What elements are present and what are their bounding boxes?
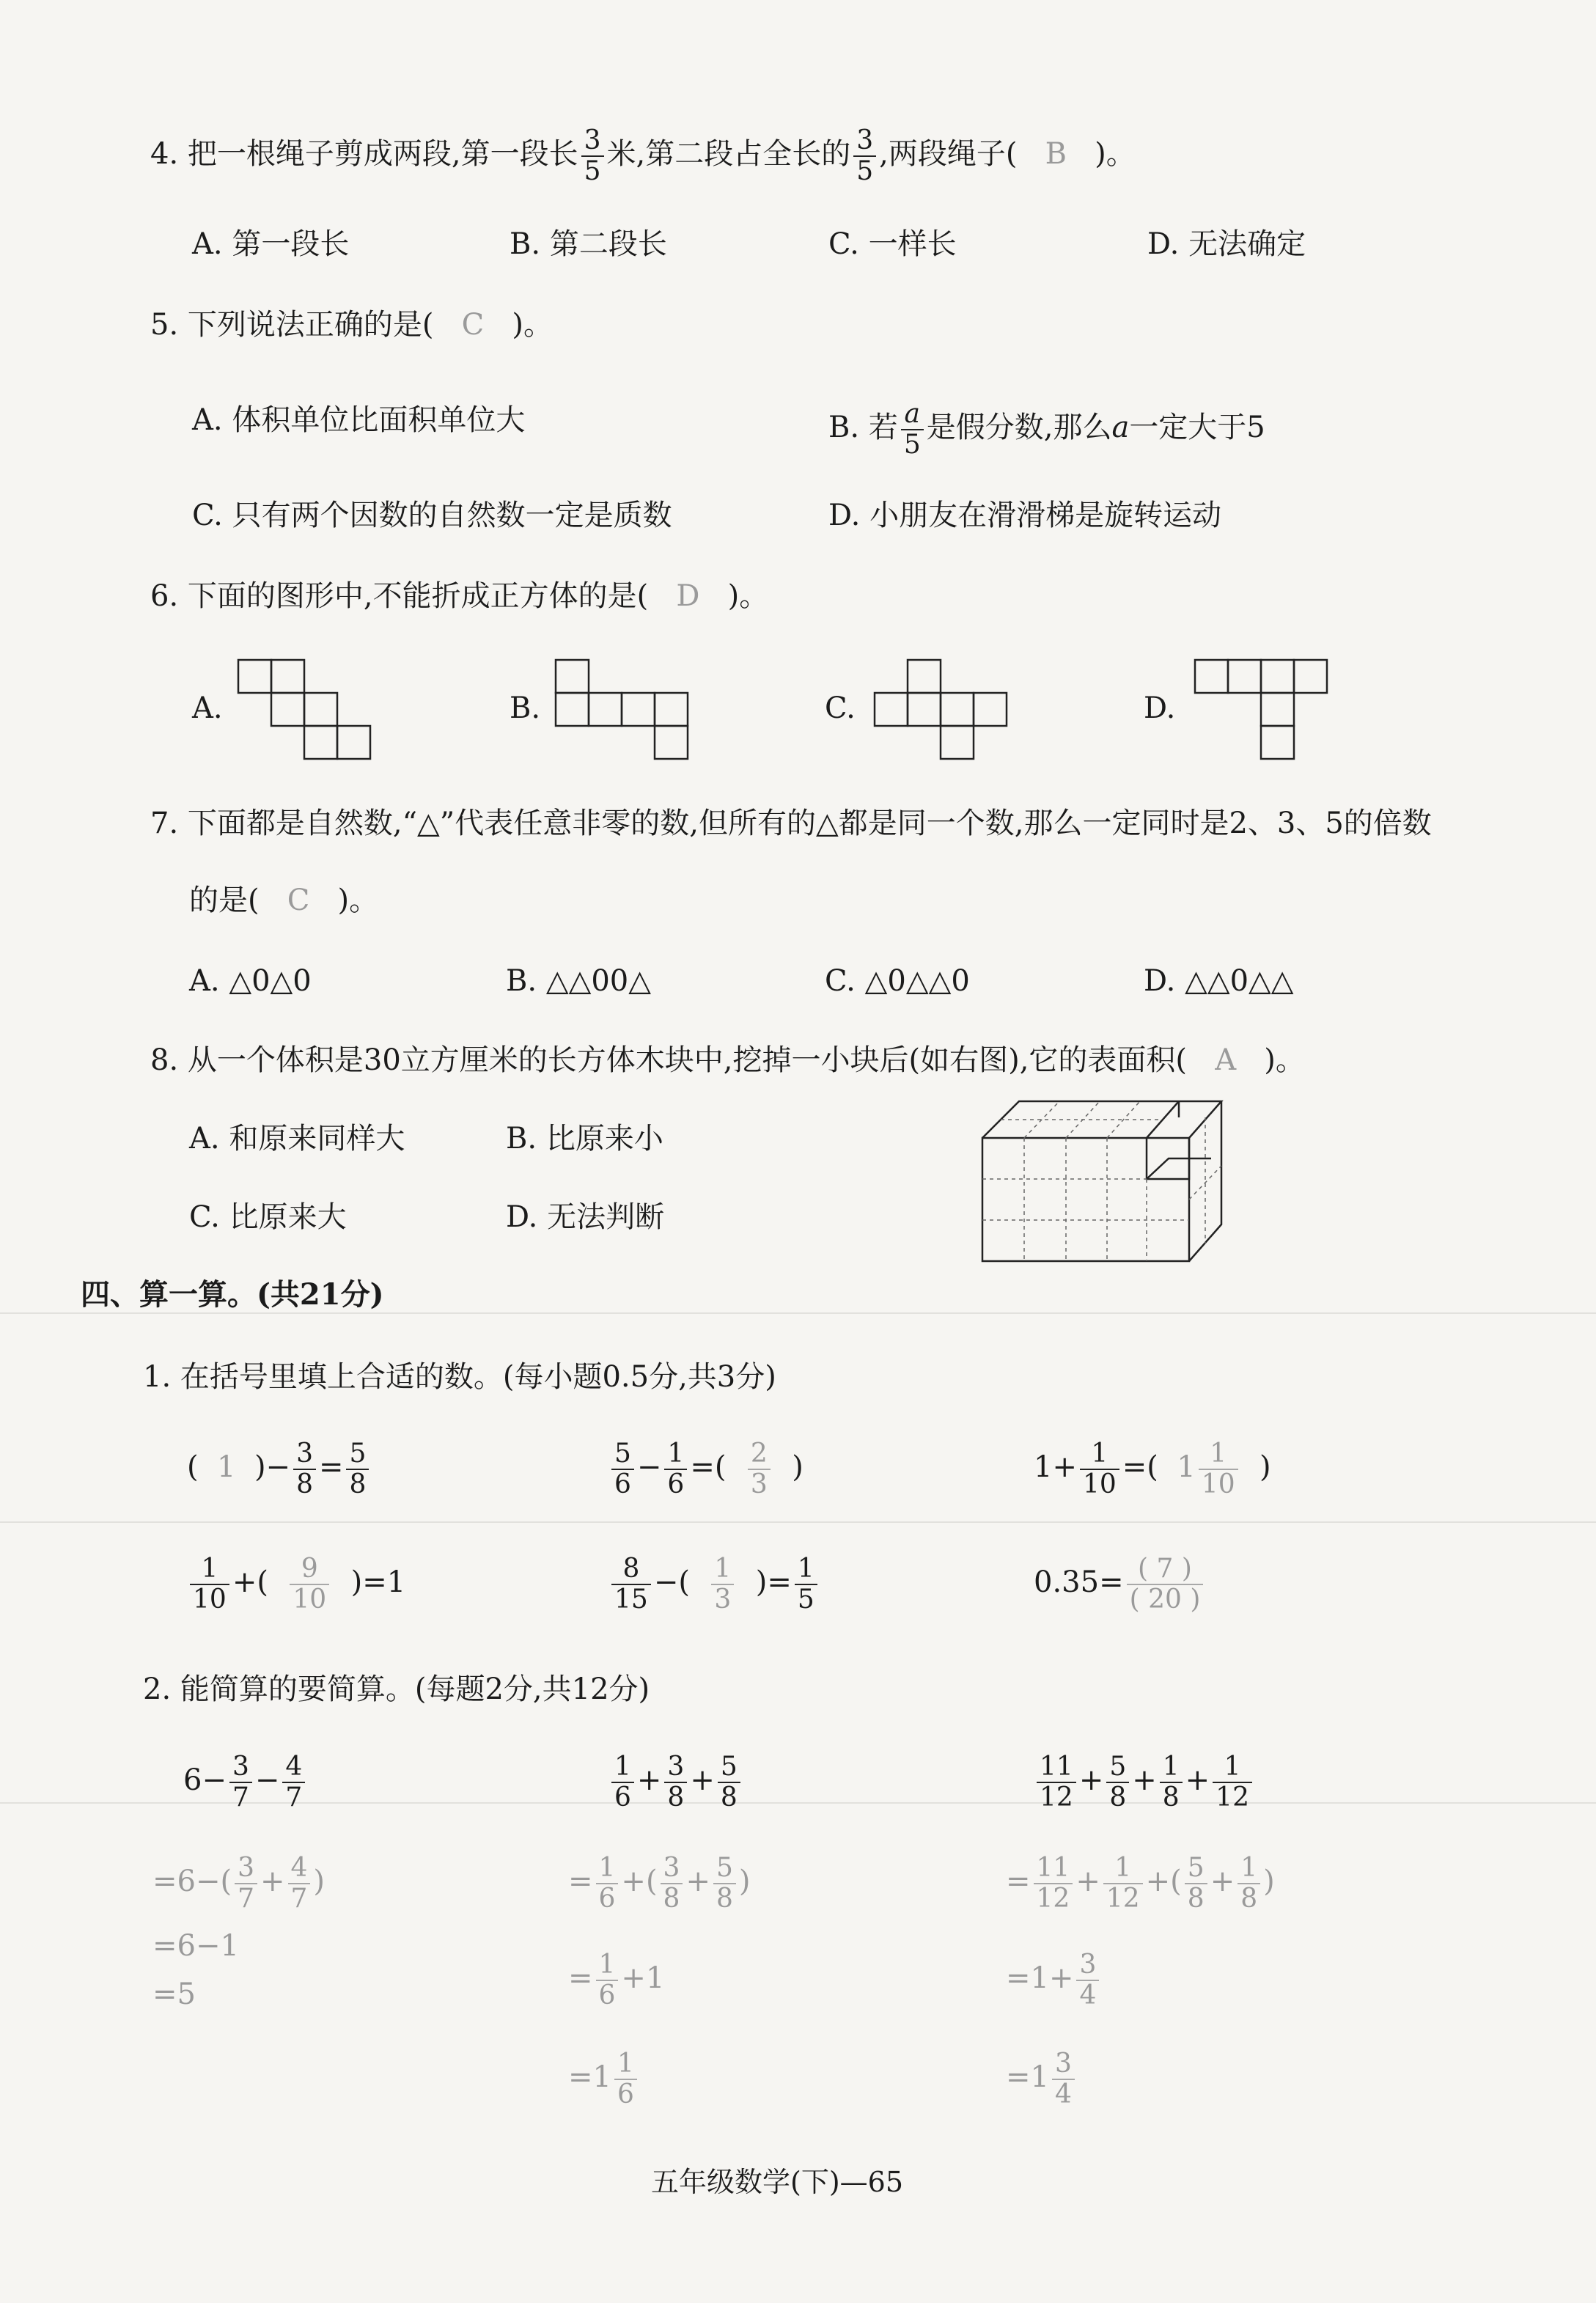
fraction: $\frac{11}{12}$ (1034, 1854, 1073, 1914)
calc2-step2: = $\frac{1}{6}$ +1 (568, 1950, 665, 2010)
q4-option-d: D. 无法确定 (1147, 227, 1306, 261)
fill-expr-3: 1+ $\frac{1}{10}$ =( 1 $\frac{1}{10}$ ) (1034, 1439, 1271, 1499)
fraction: $\frac{5}{6}$ (611, 1439, 634, 1499)
question-7-line2: 的是( C )。 (189, 884, 379, 917)
fraction: $\frac{1}{8}$ (1238, 1854, 1260, 1914)
calc3-question: $\frac{11}{12}$ + $\frac{5}{8}$ + $\frac{1}{8}$ + $\frac{1}{12}$ (1034, 1752, 1255, 1812)
q5-option-c: C. 只有两个因数的自然数一定是质数 (192, 499, 672, 532)
q6-label-a: A. (192, 691, 223, 725)
q7-option-c: C. △0△△0 (825, 964, 970, 998)
fill-expr-5: $\frac{8}{15}$ −( $\frac{1}{3}$ )= $\frac{1}{5}$ (608, 1554, 820, 1615)
section-title: 四、算一算。(共21分) (81, 1277, 384, 1312)
faint-line (0, 1521, 1596, 1523)
q6-label-b: B. (510, 691, 541, 725)
q7-option-b: B. △△00△ (506, 964, 652, 998)
calc1-step1: =6−( $\frac{3}{7}$ + $\frac{4}{7}$ ) (152, 1853, 326, 1914)
calc2-step3: =1 $\frac{1}{6}$ (568, 2049, 640, 2109)
calc1-question: 6− $\frac{3}{7}$ − $\frac{4}{7}$ (183, 1752, 308, 1812)
fraction: $\frac{3}{8}$ (664, 1752, 687, 1812)
calc3-step1: = $\frac{11}{12}$ + $\frac{1}{12}$ +( $\frac{5}{8}$ + $\frac{1}{8}$ ) (1006, 1853, 1275, 1914)
answer-fraction: $\frac{1}{3}$ (711, 1554, 734, 1615)
question-7-line1: 7. 下面都是自然数,“△”代表任意非零的数,但所有的△都是同一个数,那么一定同时是2、3、5的倍数 (150, 807, 1432, 840)
answer-q7: C (287, 884, 310, 917)
q8-option-d: D. 无法判断 (506, 1200, 665, 1234)
fraction: $\frac{3}{8}$ (293, 1439, 316, 1499)
fraction: $\frac{1}{6}$ (664, 1439, 687, 1499)
calc3-step2: =1+ $\frac{3}{4}$ (1006, 1950, 1102, 2010)
q8-option-c: C. 比原来大 (189, 1200, 347, 1234)
fraction: $\frac{1}{6}$ (611, 1752, 634, 1812)
calc2-step1: = $\frac{1}{6}$ +( $\frac{3}{8}$ + $\frac{5}{8}$ ) (568, 1853, 751, 1914)
q6-label-c: C. (825, 691, 856, 725)
fraction: $\frac{1}{10}$ (1080, 1439, 1119, 1499)
fraction: $\frac{1}{5}$ (795, 1554, 817, 1615)
q4-option-a: A. 第一段长 (192, 227, 350, 261)
fraction: $\frac{4}{7}$ (282, 1752, 305, 1812)
net-a (238, 660, 370, 759)
fraction: $\frac{5}{8}$ (718, 1752, 740, 1812)
answer-q6: D (676, 579, 700, 613)
cuboid-figure (975, 1092, 1239, 1268)
q4-option-c: C. 一样长 (828, 227, 957, 261)
calc3-step3: =1 $\frac{3}{4}$ (1006, 2049, 1078, 2109)
q8-option-b: B. 比原来小 (506, 1122, 663, 1156)
q8-option-a: A. 和原来同样大 (189, 1122, 405, 1156)
fraction: $\frac{3}{7}$ (235, 1854, 257, 1914)
q5-option-a: A. 体积单位比面积单位大 (192, 403, 526, 437)
fraction: $\frac{1}{6}$ (614, 2049, 637, 2109)
calc1-step3: =5 (152, 1977, 196, 2011)
q7-option-d: D. △△0△△ (1144, 964, 1294, 998)
answer-q4: B (1045, 137, 1067, 171)
fraction: $\frac{1}{10}$ (190, 1554, 229, 1615)
net-c (875, 660, 1007, 759)
fraction: $\frac{3}{5}$ (581, 126, 604, 186)
part1-title: 1. 在括号里填上合适的数。(每小题0.5分,共3分) (143, 1360, 776, 1394)
question-8: 8. 从一个体积是30立方厘米的长方体木块中,挖掉一小块后(如右图),它的表面积( A )。 (150, 1043, 1305, 1077)
answer-fraction: $\frac{9}{10}$ (290, 1554, 329, 1615)
answer-fraction: $\frac{2}{3}$ (748, 1439, 771, 1499)
fraction: $\frac{11}{12}$ (1037, 1752, 1076, 1812)
fraction: $\frac{5}{8}$ (713, 1854, 736, 1914)
fraction: $\frac{1}{12}$ (1103, 1854, 1143, 1914)
q5-option-b: B. 若 $\frac{a}{5}$ 是假分数,那么a一定大于5 (828, 399, 1265, 460)
q6-label-d: D. (1144, 691, 1176, 725)
fraction: $\frac{a}{5}$ (901, 400, 924, 460)
net-b (556, 660, 688, 759)
answer-q8: A (1215, 1043, 1237, 1077)
part2-title: 2. 能简算的要简算。(每题2分,共12分) (143, 1672, 650, 1706)
fill-expr-1: ( 1 )− $\frac{3}{8}$ = $\frac{5}{8}$ (187, 1439, 372, 1499)
fraction: $\frac{8}{15}$ (611, 1554, 651, 1615)
page-footer: 五年级数学(下)—65 (651, 2166, 904, 2198)
fraction: $\frac{5}{8}$ (346, 1439, 369, 1499)
answer-q5: C (461, 308, 485, 342)
fraction: $\frac{1}{6}$ (596, 1854, 619, 1914)
question-4: 4. 把一根绳子剪成两段,第一段长 $\frac{3}{5}$ 米,第二段占全长的 $\frac{3}{5}$ ,两段绳子( B )。 (150, 125, 1136, 186)
q5-option-d: D. 小朋友在滑滑梯是旋转运动 (828, 499, 1222, 532)
answer-fraction: $\frac{( 7 )}{( 20 )}$ (1127, 1554, 1204, 1615)
cube-nets (0, 0, 1596, 807)
fraction: $\frac{1}{12}$ (1213, 1752, 1252, 1812)
fill-expr-6: 0.35= $\frac{( 7 )}{( 20 )}$ (1034, 1554, 1206, 1615)
fraction: $\frac{3}{8}$ (661, 1854, 683, 1914)
calc1-step2: =6−1 (152, 1929, 239, 1963)
fraction: $\frac{5}{8}$ (1185, 1854, 1207, 1914)
fraction: $\frac{1}{6}$ (596, 1950, 619, 2010)
answer-fraction: $\frac{1}{10}$ (1199, 1439, 1238, 1499)
fill-expr-4: $\frac{1}{10}$ +( $\frac{9}{10}$ )=1 (187, 1554, 405, 1615)
fraction: $\frac{1}{8}$ (1160, 1752, 1183, 1812)
fraction: $\frac{3}{7}$ (229, 1752, 252, 1812)
question-5: 5. 下列说法正确的是( C )。 (150, 308, 554, 342)
fraction: $\frac{3}{5}$ (853, 126, 876, 186)
question-6: 6. 下面的图形中,不能折成正方体的是( D )。 (150, 579, 769, 613)
fraction: $\frac{3}{4}$ (1052, 2049, 1075, 2109)
net-d (1195, 660, 1327, 759)
q4-option-b: B. 第二段长 (510, 227, 667, 261)
fraction: $\frac{4}{7}$ (288, 1854, 311, 1914)
q7-option-a: A. △0△0 (189, 964, 312, 998)
fill-expr-2: $\frac{5}{6}$ − $\frac{1}{6}$ =( $\frac{2}{3}$ ) (608, 1439, 803, 1499)
calc2-question: $\frac{1}{6}$ + $\frac{3}{8}$ + $\frac{5}{8}$ (608, 1752, 743, 1812)
fraction: $\frac{3}{4}$ (1076, 1950, 1099, 2010)
fraction: $\frac{5}{8}$ (1106, 1752, 1129, 1812)
